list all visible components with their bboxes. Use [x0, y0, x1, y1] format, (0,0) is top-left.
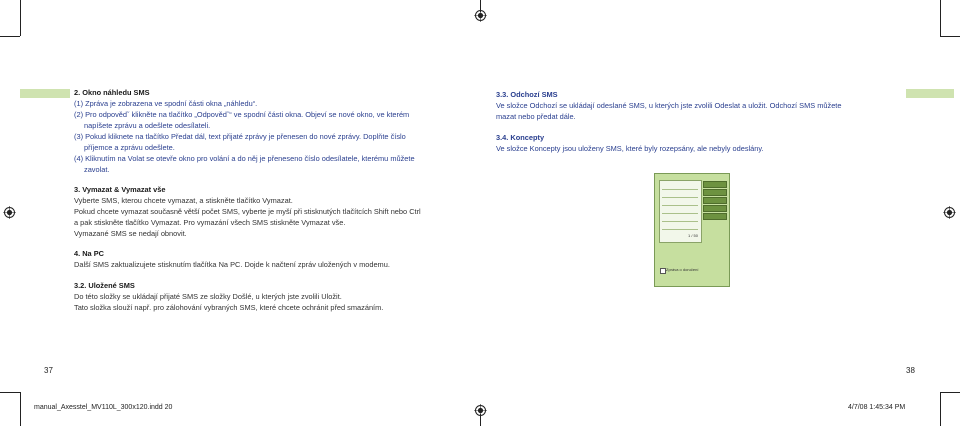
crop-mark — [0, 36, 20, 37]
page-number: 37 — [44, 366, 53, 375]
checkbox-label: Zpráva o doručení — [666, 267, 699, 272]
body-line: Tato složka slouží např. pro zálohování vybraných SMS, které chcete ochránit před smazáním. — [74, 303, 384, 312]
date-slug: 4/7/08 1:45:34 PM — [848, 404, 906, 411]
header-bar — [906, 89, 954, 98]
page-number: 38 — [906, 366, 915, 375]
section-heading: 3.3. Odchozí SMS — [496, 90, 558, 99]
section-heading: 3.2. Uložené SMS — [74, 281, 135, 290]
section-heading: 4. Na PC — [74, 249, 104, 258]
message-counter: 1 / 50 — [688, 233, 699, 238]
registration-mark-icon — [474, 9, 487, 22]
section-heading: 3.4. Koncepty — [496, 133, 545, 142]
file-slug: manual_Axesstel_MV110L_300x120.indd 20 — [34, 404, 173, 411]
sms-window-screenshot — [654, 173, 730, 287]
body-line: příjemce a zprávu odešlete. — [84, 143, 175, 152]
screenshot-button — [703, 213, 727, 220]
body-line: a pak stiskněte tlačítko Vymazat. Pro vymazání všech SMS stiskněte Vymazat vše. — [74, 218, 346, 227]
crop-mark — [0, 392, 20, 393]
header-bar — [20, 89, 70, 98]
body-line: Vyberte SMS, kterou chcete vymazat, a stiskněte tlačítko Vymazat. — [74, 196, 293, 205]
registration-mark-icon — [3, 206, 16, 219]
body-line: (1) Zpráva je zobrazena ve spodní části okna „náhledu“. — [74, 99, 258, 108]
body-line: Do této složky se ukládají přijaté SMS ze složky Došlé, u kterých jste zvolili Uložit. — [74, 292, 342, 301]
body-line: (3) Pokud kliknete na tlačítko Předat dál, text přijaté zprávy je přenesen do nové zprávy. Doplňte číslo — [74, 132, 406, 141]
crop-mark — [20, 392, 21, 426]
registration-mark-icon — [943, 206, 956, 219]
screenshot-button — [703, 181, 727, 188]
body-line: (4) Kliknutím na Volat se otevře okno pro volání a do něj je přeneseno číslo odesílatele, kterému můžete — [74, 154, 415, 163]
body-line: napíšete zprávu a odešlete odesílateli. — [84, 121, 211, 130]
crop-mark — [940, 0, 941, 36]
body-line: Ve složce Odchozí se ukládají odeslané SMS, u kterých jste zvolili Odeslat a uložit. Odchozí SMS můžete — [496, 101, 842, 110]
crop-mark — [940, 392, 941, 426]
body-line: (2) Pro odpovědˇ klikněte na tlačítko „Odpovědˇ“ ve spodní části okna. Objeví se nové okno, ve kterém — [74, 110, 410, 119]
body-line: mazat nebo předat dále. — [496, 112, 576, 121]
body-line: Vymazané SMS se nedají obnovit. — [74, 229, 187, 238]
body-line: Pokud chcete vymazat současně větší počet SMS, vyberte je myší při stisknutých tlačítcích Shift nebo Ctrl — [74, 207, 421, 216]
screenshot-button — [703, 205, 727, 212]
body-line: Ve složce Koncepty jsou uloženy SMS, které byly rozepsány, ale nebyly odeslány. — [496, 144, 764, 153]
screenshot-button — [703, 189, 727, 196]
crop-mark — [20, 0, 21, 36]
crop-mark — [940, 36, 960, 37]
body-line: zavolat. — [84, 165, 110, 174]
section-heading: 2. Okno náhledu SMS — [74, 88, 150, 97]
registration-mark-icon — [474, 404, 487, 417]
body-line: Další SMS zaktualizujete stisknutím tlačítka Na PC. Dojde k načtení zpráv uložených v modemu. — [74, 260, 390, 269]
section-heading: 3. Vymazat & Vymazat vše — [74, 185, 166, 194]
crop-mark — [940, 392, 960, 393]
screenshot-button — [703, 197, 727, 204]
